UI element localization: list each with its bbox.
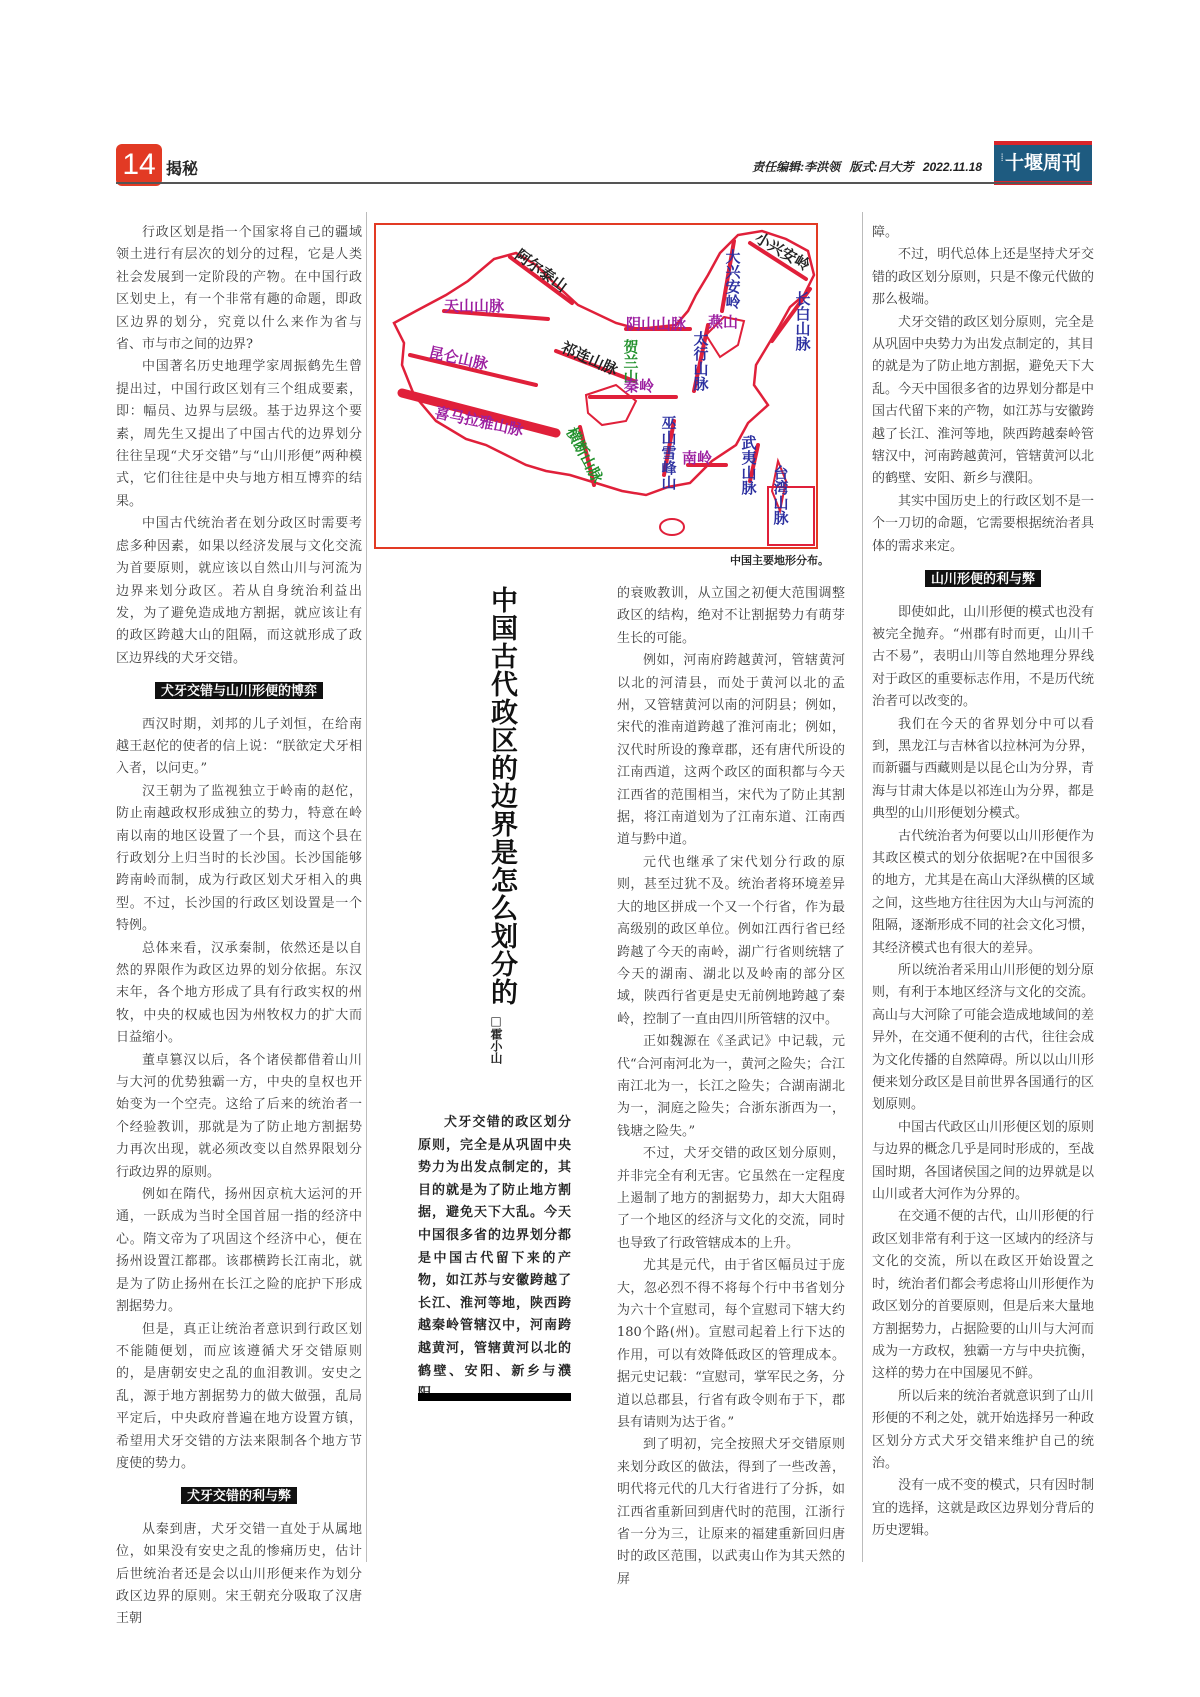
- paragraph: 汉王朝为了监视独立于岭南的赵佗，防止南越政权形成独立的势力，特意在岭南以南的地区设置了一个县，而这个县在行政划分上归当时的长沙国。长沙国能够跨南岭而制，成为行政区划犬牙相入的典型。不过，长沙国的行政区划设置是一个特例。: [116, 783, 362, 934]
- editor-credit: 责任编辑:李洪领: [752, 160, 841, 174]
- label-helan: 贺兰山: [621, 339, 639, 384]
- label-tianshan: 天山山脉: [444, 298, 505, 315]
- label-himalaya: 喜马拉雅山脉: [433, 404, 525, 440]
- label-qilian: 祁连山脉: [558, 339, 621, 380]
- article-title: 中国古代政区的边界是怎么划分的: [486, 586, 517, 1006]
- label-qinling: 秦岭: [624, 378, 655, 395]
- label-daxinganling: 大兴安岭: [723, 249, 741, 309]
- header-rule: [116, 182, 1092, 184]
- label-kunlun: 昆仑山脉: [427, 344, 490, 374]
- paragraph: 到了明初，完全按照犬牙交错原则来划分政区的做法，得到了一些改善，明代将元代的几大行省进行了分拆，如江西省重新回到唐代时的范围，江浙行省一分为三，让原来的福建重新回归唐时的政区范围，以武夷山作为其天然的屏: [617, 1437, 845, 1587]
- label-taihang: 太行山脉: [691, 331, 709, 391]
- label-altai: 阿尔泰山: [511, 246, 571, 296]
- china-terrain-map: [376, 225, 816, 547]
- paragraph: 董卓篡汉以后，各个诸侯都借着山川与大河的优势独霸一方，中央的皇权也开始变为一个空壳。这给了后来的统治者一个经验教训，那就是为了防止地方割据势力再次出现，就必须改变以自然界限划分行政边界的原则。: [116, 1052, 362, 1180]
- column-divider: [862, 212, 863, 1562]
- subheading: 山川形便的利与弊: [872, 568, 1094, 591]
- paragraph: 中国著名历史地理学家周振鹤先生曾提出过，中国行政区划有三个组成要素，即：幅员、边界与层级。基于边界这个要素，周先生又提出了中国古代的边界划分往往呈现“犬牙交错”与“山川形便”两种模式，它们往往是中央与地方相互博弈的结果。: [116, 359, 362, 509]
- paragraph: 正如魏源在《圣武记》中记载，元代“合河南河北为一，黄河之险失；合江南江北为一，长江之险失；合湖南湖北为一，洞庭之险失；合浙东浙西为一，钱塘之险失。”: [617, 1034, 845, 1139]
- label-wuyi: 武夷山脉: [739, 435, 757, 495]
- article-column-1: [116, 222, 362, 1631]
- paragraph: 障。: [872, 225, 899, 240]
- paragraph: 西汉时期，刘邦的儿子刘恒，在给南越王赵佗的使者的信上说：“朕欲定犬牙相入者，以问吏。”: [116, 716, 362, 777]
- credits-line: [746, 158, 982, 175]
- logo-decoration-icon: ····: [998, 153, 1005, 162]
- pull-quote: [418, 1112, 571, 1406]
- article-column-4: [872, 222, 1094, 1543]
- paragraph: 元代也继承了宋代划分行政的原则，甚至过犹不及。统治者将环境差异大的地区拼成一个又一个行省，作为最高级别的政区单位。例如江西行省已经跨越了今天的南岭，湖广行省则统辖了今天的湖南、湖北以及岭南的部分区域，陕西行省更是史无前例地跨越了秦岭，控制了一直由四川所管辖的汉中。: [617, 854, 845, 1027]
- label-changbai: 长白山脉: [793, 291, 811, 351]
- paragraph: 即使如此，山川形便的模式也没有被完全抛弃。“州郡有时而更，山川千古不易”，表明山川等自然地理分界线对于政区的重要标志作用，不是历代统治者可以改变的。: [872, 604, 1094, 710]
- pull-quote-bar: [418, 1393, 571, 1401]
- paragraph: 不过，明代总体上还是坚持犬牙交错的政区划分原则，只是不像元代做的那么极端。: [872, 247, 1094, 308]
- paragraph: 所以统治者采用山川形便的划分原则，有利于本地区经济与文化的交流。高山与大河除了可能会造成地域间的差异外，在交通不便利的古代，往往会成为文化传播的自然障碍。所以以山川形便来划分政区是目前世界各国通行的区划原则。: [872, 963, 1094, 1113]
- paragraph: 但是，真正让统治者意识到行政区划不能随便划，而应该遵循犬牙交错原则的，是唐朝安史之乱的血泪教训。安史之乱，源于地方割据势力的做大做强，乱局平定后，中央政府普遍在地方设置方镇，希望用犬牙交错的方法来限制各个地方节度使的势力。: [116, 1321, 362, 1471]
- section-label: 揭秘: [166, 161, 199, 178]
- label-xiaoxinganling: 小兴安岭: [752, 229, 813, 275]
- hainan-island: [660, 519, 684, 535]
- paragraph: 其实中国历史上的行政区划不是一个一刀切的命题，它需要根据统治者具体的需求来定。: [872, 493, 1094, 554]
- paragraph: 古代统治者为何要以山川形便作为其政区模式的划分依据呢?在中国很多的地方，尤其是在高山大泽纵横的区域之间，这些地方往往因为大山与河流的阻隔，逐渐形成不同的社会文化习惯，其经济模式也有很大的差异。: [872, 828, 1094, 956]
- label-nanling: 南岭: [682, 450, 713, 467]
- pull-quote-text: 犬牙交错的政区划分原则，完全是从巩固中央势力为出发点制定的，其目的就是为了防止地方割据，避免天下大乱。今天中国很多省的边界划分都是中国古代留下来的产物，如江苏与安徽跨越了长江、淮河等地，陕西跨越秦岭管辖汉中，河南跨越黄河，管辖黄河以北的鹤壁、安阳、新乡与濮: [418, 1115, 571, 1379]
- paragraph: 中国古代统治者在划分政区时需要考虑多种因素，如果以经济发展与文化交流为首要原则，就应该以自然山川与河流为边界来划分政区。若从自身统治利益出发，为了避免造成地方割据，就应该让有的政区跨越大山的阻隔，而这就形成了政区边界线的犬牙交错。: [116, 516, 362, 666]
- paragraph: 例如在隋代，扬州因京杭大运河的开通，一跃成为当时全国首屈一指的经济中心。隋文帝为了巩固这个经济中心，便在扬州设置江都郡。该郡横跨长江南北，就是为了防止扬州在长江之险的庇护下形成割据势力。: [116, 1187, 362, 1315]
- label-yinshan: 阴山山脉: [626, 316, 687, 333]
- paragraph: 例如，河南府跨越黄河，管辖黄河以北的河清县，而处于黄河以北的孟州，又管辖黄河以南的河阴县；例如，宋代的淮南道跨越了淮河南北；例如，汉代时所设的豫章郡，还有唐代所设的江南西道，这两个政区的面积都与今天江西省的范围相当，宋代为了防止其割据，将江南道划为了江南东道、江南西道与黔中道。: [617, 653, 845, 848]
- paragraph: 的衰败教训，从立国之初便大范围调整政区的结构，绝对不让割据势力有萌芽生长的可能。: [617, 586, 845, 646]
- subheading: 犬牙交错的利与弊: [116, 1485, 362, 1508]
- label-hengduan: 横断山脉: [562, 424, 606, 486]
- paragraph: 中国古代政区山川形便区划的原则与边界的概念几乎是同时形成的，至战国时期，各国诸侯国之间的边界就是以山川或者大河作为分界的。: [872, 1119, 1094, 1203]
- column-divider: [366, 212, 367, 1562]
- subheading: 犬牙交错与山川形便的博弈: [116, 680, 362, 703]
- issue-date: 2022.11.18: [922, 160, 982, 174]
- paragraph: 不过，犬牙交错的政区划分原则，并非完全有利无害。它虽然在一定程度上遏制了地方的割据势力，却大大阻碍了一个地区的经济与文化的交流，同时也导致了行政管辖成本的上升。: [617, 1146, 845, 1251]
- paragraph: 犬牙交错的政区划分原则，完全是从巩固中央势力为出发点制定的，其目的就是为了防止地方割据，避免天下大乱。今天中国很多省的边界划分都是中国古代留下来的产物，如江苏与安徽跨越了长江、淮河等地，陕西跨越秦岭管辖汉中，河南跨越黄河，管辖黄河以北的鹤壁、安阳、新乡与濮阳。: [872, 314, 1094, 487]
- paragraph: 我们在今天的省界划分中可以看到，黑龙江与吉林省以拉林河为分界，而新疆与西藏则是以昆仑山为分界，青海与甘肃大体是以祁连山为分界，都是典型的山川形便划分模式。: [872, 716, 1094, 822]
- paragraph: 尤其是元代，由于省区幅员过于庞大，忽必烈不得不将每个行中书省划分为六十个宣慰司，每个宣慰司下辖大约180个路(州)。宣慰司起着上行下达的作用，可以有效降低政区的管理成本。据元史记载：“宣慰司，掌军民之务，分道以总郡县，行省有政令则布于下，郡县有请则为达于省。”: [617, 1258, 845, 1431]
- terrain-map-figure: [374, 223, 818, 549]
- page-number-badge: 14: [116, 144, 162, 186]
- paragraph: 在交通不便的古代，山川形便的行政区划非常有利于这一区域内的经济与文化的交流，所以在政区开始设置之时，统治者们都会考虑将山川形便作为政区划分的首要原则，但是后来大量地方割据势力，占据险要的山川与大河而成为一方政权，独霸一方与中央抗衡，这样的势力在中国屡见不鲜。: [872, 1209, 1094, 1382]
- paragraph: 总体来看，汉承秦制，依然还是以自然的界限作为政区边界的划分依据。东汉末年，各个地方形成了具有行政实权的州牧，中央的权威也因为州牧权力的扩大而日益缩小。: [116, 940, 362, 1046]
- paragraph: 所以后来的统治者就意识到了山川形便的不利之处，就开始选择另一种政区划分方式犬牙交错来维护自己的统治。: [872, 1388, 1094, 1471]
- byline: □霍小山: [489, 1014, 503, 1064]
- label-yanshan: 燕山: [708, 314, 739, 331]
- paragraph: 从秦到唐，犬牙交错一直处于从属地位，如果没有安史之乱的惨痛历史，估计后世统治者还是会以山川形便来作为划分政区边界的原则。宋王朝充分吸取了汉唐王朝: [116, 1521, 362, 1627]
- layout-credit: 版式:吕大芳: [849, 160, 914, 174]
- article-column-3: [617, 583, 845, 1591]
- paragraph: 行政区划是指一个国家将自己的疆域领土进行有层次的划分的过程，它是人类社会发展到一定阶段的产物。在中国行政区划史上，有一个非常有趣的命题，即政区边界的划分，究竟以什么来作为省与省、市与市之间的边界?: [116, 225, 362, 353]
- label-wushan: 巫山雪峰山: [659, 415, 677, 490]
- label-taiwan: 台湾山脉: [771, 465, 789, 525]
- figure-caption: 中国主要地形分布。: [730, 555, 829, 567]
- publication-logo: [994, 141, 1092, 185]
- paragraph: 没有一成不变的模式，只有因时制宜的选择，这就是政区边界划分背后的历史逻辑。: [872, 1478, 1094, 1539]
- publication-name: 十堰周刊: [1004, 152, 1081, 174]
